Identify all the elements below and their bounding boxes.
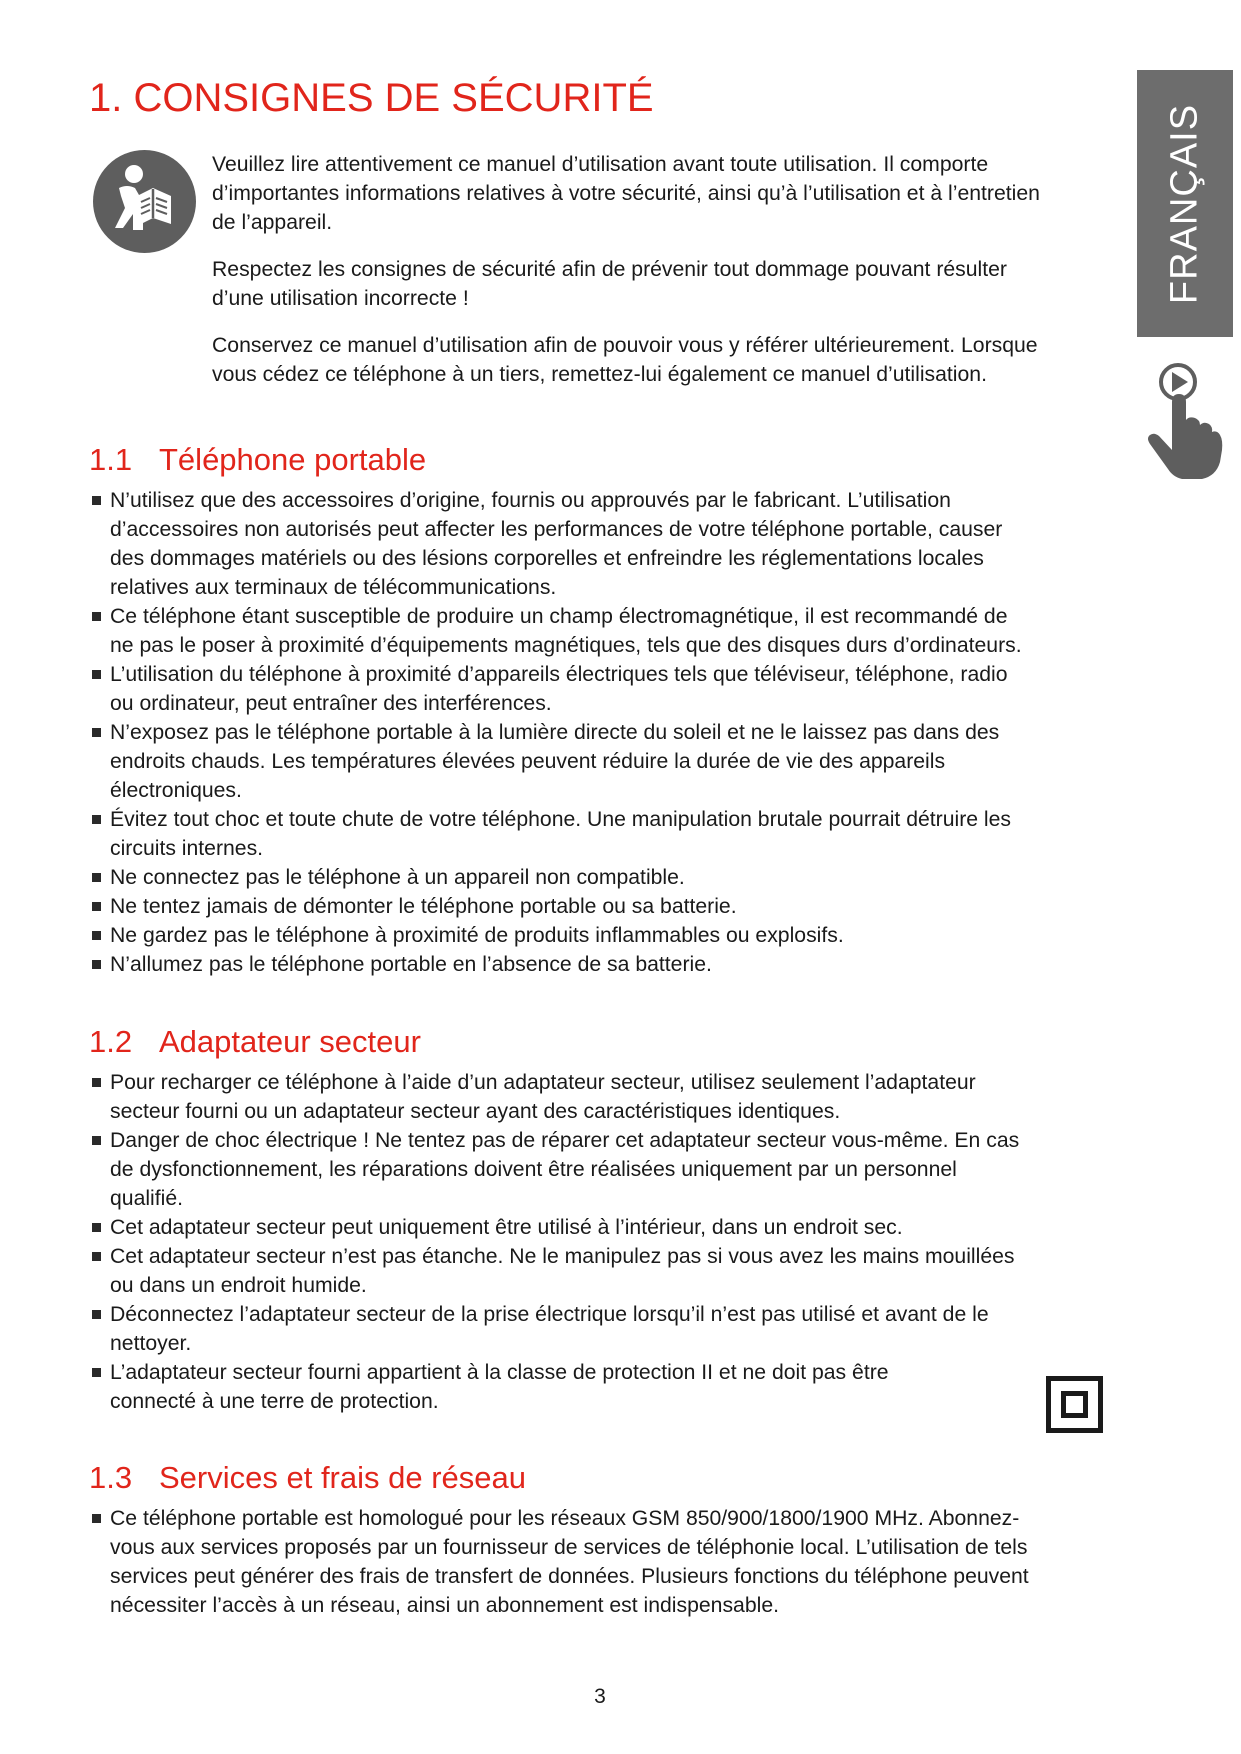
list-item: N’allumez pas le téléphone portable en l’absence de sa batterie. bbox=[89, 950, 1029, 979]
section-telephone-portable bbox=[89, 440, 1029, 979]
class-ii-inner-square bbox=[1061, 1391, 1088, 1418]
list-item: L’utilisation du téléphone à proximité d’appareils électriques tels que téléviseur, téléphone, radio ou ordinateur, peut entraîner des interférences. bbox=[89, 660, 1029, 718]
intro-paragraph: Respectez les consignes de sécurité afin de prévenir tout dommage pouvant résulter d’une utilisation incorrecte ! bbox=[212, 258, 1007, 310]
bullet-square-icon bbox=[92, 1078, 101, 1087]
bullet-square-icon bbox=[92, 1223, 101, 1232]
list-item: Cet adaptateur secteur n’est pas étanche. Ne le manipulez pas si vous avez les mains mouillées ou dans un endroit humide. bbox=[89, 1242, 1029, 1300]
section-heading bbox=[89, 1458, 1029, 1498]
list-item: Ne tentez jamais de démonter le téléphone portable ou sa batterie. bbox=[89, 892, 1029, 921]
language-tab[interactable] bbox=[1137, 70, 1233, 337]
section-adaptateur-secteur bbox=[89, 1022, 1029, 1416]
class-ii-protection-icon bbox=[1046, 1376, 1103, 1433]
page-number: 3 bbox=[594, 1685, 606, 1708]
intro-text bbox=[212, 150, 1052, 407]
page-title: 1. CONSIGNES DE SÉCURITÉ bbox=[89, 76, 654, 120]
bullet-square-icon bbox=[92, 873, 101, 882]
list-item: Déconnectez l’adaptateur secteur de la prise électrique lorsqu’il n’est pas utilisé et avant de le nettoyer. bbox=[89, 1300, 1029, 1358]
section-title: Services et frais de réseau bbox=[159, 1460, 527, 1495]
intro-paragraph: Conservez ce manuel d’utilisation afin de pouvoir vous y référer ultérieurement. Lorsque vous cédez ce téléphone à un tiers, remettez-lui également ce manuel d’utilisation. bbox=[212, 334, 1038, 386]
bullet-square-icon bbox=[92, 960, 101, 969]
bullet-square-icon bbox=[92, 1136, 101, 1145]
list-item: Ce téléphone étant susceptible de produire un champ électromagnétique, il est recommandé de ne pas le poser à proximité d’équipements magnétiques, tels que des disques durs d’ordinateurs. bbox=[89, 602, 1029, 660]
bullet-square-icon bbox=[92, 670, 101, 679]
section-number: 1.2 bbox=[89, 1024, 133, 1059]
section-title: Adaptateur secteur bbox=[159, 1024, 421, 1059]
bullet-square-icon bbox=[92, 1310, 101, 1319]
bullet-list bbox=[89, 486, 1029, 979]
bullet-square-icon bbox=[92, 815, 101, 824]
list-item: L’adaptateur secteur fourni appartient à la classe de protection II et ne doit pas être connecté à une terre de protection. bbox=[89, 1358, 1029, 1416]
read-manual-icon bbox=[93, 150, 196, 253]
section-heading bbox=[89, 440, 1029, 480]
list-item: Ce téléphone portable est homologué pour les réseaux GSM 850/900/1800/1900 MHz. Abonnez-vous aux services proposés par un fournisseur de services de téléphonie local. L’utilisation de tels services peut générer des frais de transfert de données. Plusieurs fonctions du téléphone peuvent nécessiter l’accès à un réseau, ainsi un abonnement est indispensable. bbox=[89, 1504, 1029, 1620]
list-item: Pour recharger ce téléphone à l’aide d’un adaptateur secteur, utilisez seulement l’adaptateur secteur fourni ou un adaptateur secteur ayant des caractéristiques identiques. bbox=[89, 1068, 1029, 1126]
bullet-list bbox=[89, 1504, 1029, 1620]
bullet-square-icon bbox=[92, 612, 101, 621]
list-item: Ne gardez pas le téléphone à proximité de produits inflammables ou explosifs. bbox=[89, 921, 1029, 950]
list-item: N’utilisez que des accessoires d’origine, fournis ou approuvés par le fabricant. L’utilisation d’accessoires non autorisés peut affecter les performances de votre téléphone portable, causer des dommages matériels ou des lésions corporelles et enfreindre les réglementations locales relatives aux terminaux de télécommunications. bbox=[89, 486, 1029, 602]
section-services-reseau bbox=[89, 1458, 1029, 1620]
list-item: Ne connectez pas le téléphone à un appareil non compatible. bbox=[89, 863, 1029, 892]
bullet-square-icon bbox=[92, 931, 101, 940]
list-item: Danger de choc électrique ! Ne tentez pas de réparer cet adaptateur secteur vous-même. En cas de dysfonctionnement, les réparations doivent être réalisées uniquement par un personnel qualifié. bbox=[89, 1126, 1029, 1213]
bullet-list bbox=[89, 1068, 1029, 1416]
bullet-square-icon bbox=[92, 1514, 101, 1523]
bullet-square-icon bbox=[92, 902, 101, 911]
section-heading bbox=[89, 1022, 1029, 1062]
language-tab-label: FRANÇAIS bbox=[1163, 103, 1206, 304]
bullet-square-icon bbox=[92, 728, 101, 737]
bullet-square-icon bbox=[92, 1252, 101, 1261]
list-item: N’exposez pas le téléphone portable à la lumière directe du soleil et ne le laissez pas dans des endroits chauds. Les températures élevées peuvent réduire la durée de vie des appareils électroniques. bbox=[89, 718, 1029, 805]
bullet-square-icon bbox=[92, 496, 101, 505]
touch-play-icon[interactable] bbox=[1140, 358, 1225, 483]
list-item: Évitez tout choc et toute chute de votre téléphone. Une manipulation brutale pourrait détruire les circuits internes. bbox=[89, 805, 1029, 863]
bullet-square-icon bbox=[92, 1368, 101, 1377]
section-number: 1.1 bbox=[89, 442, 133, 477]
list-item: Cet adaptateur secteur peut uniquement être utilisé à l’intérieur, dans un endroit sec. bbox=[89, 1213, 1029, 1242]
section-title: Téléphone portable bbox=[159, 442, 427, 477]
section-number: 1.3 bbox=[89, 1460, 133, 1495]
intro-paragraph: Veuillez lire attentivement ce manuel d’utilisation avant toute utilisation. Il comporte d’importantes informations relatives à votre sécurité, ainsi qu’à l’utilisation et à l’entretien de l’appareil. bbox=[212, 153, 1040, 234]
